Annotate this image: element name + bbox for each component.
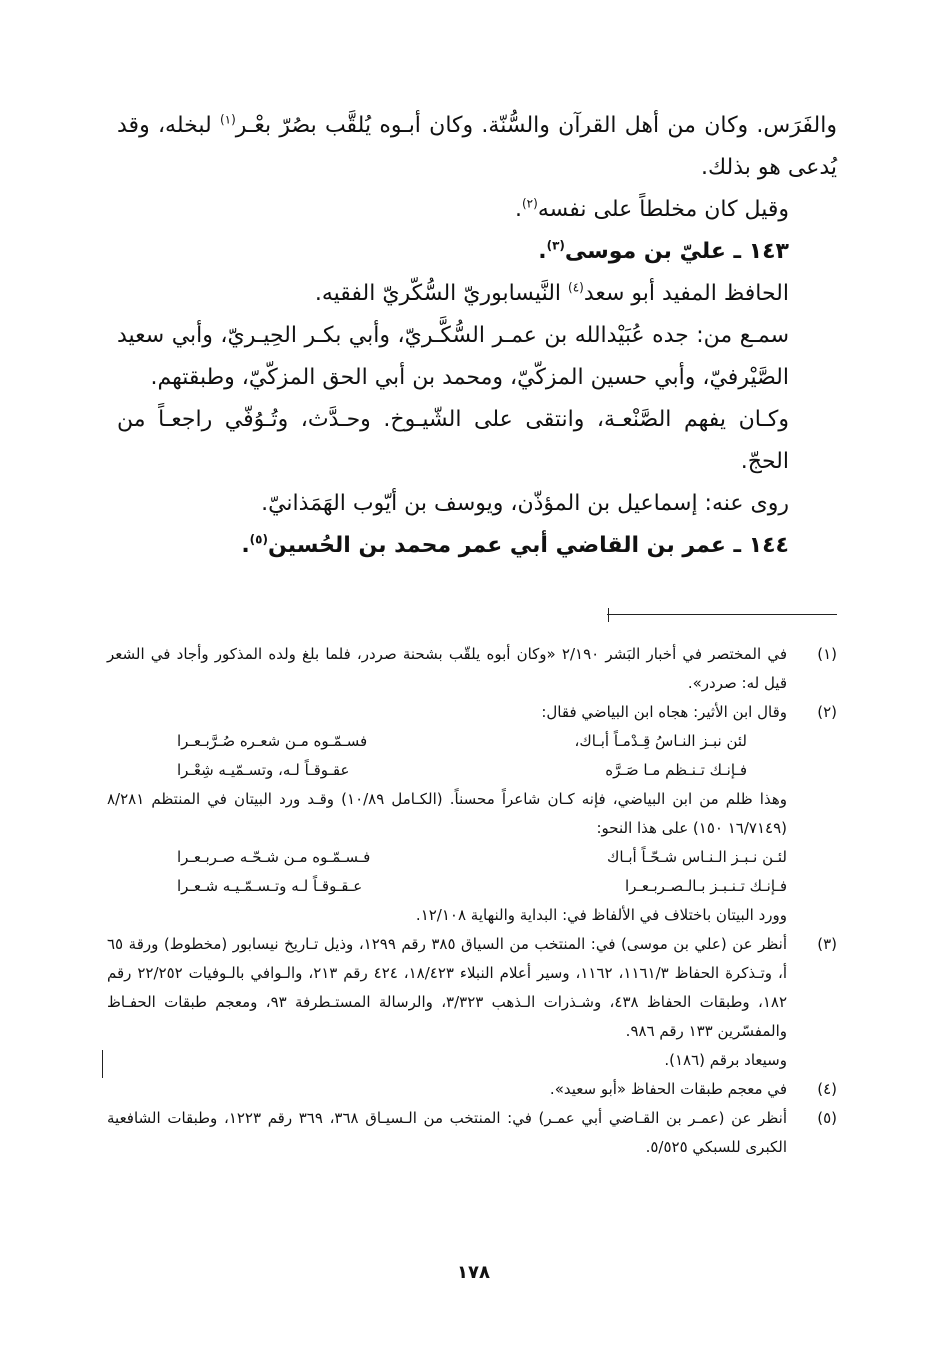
footnote-number: (٣) bbox=[817, 935, 837, 953]
footnote-ref-3[interactable]: (٣) bbox=[546, 238, 565, 253]
footnotes bbox=[107, 640, 837, 1162]
paragraph-3: الحافظ المفيد أبو سعد$^{(٤)}$ النَّيسابوريّ السُّكّريّ الفقيه. bbox=[314, 280, 789, 306]
footnote-text: وورد البيتان باختلاف في الألفاظ في: البداية والنهاية ١٢/١٠٨. bbox=[415, 906, 787, 924]
verse-hemistich: فـإنـك تـنـبـز بـالـصـربـعـرا bbox=[625, 877, 787, 895]
verse-hemistich: لئن نبـز النـاسُ قِـدْمـاً أبـاك، bbox=[574, 732, 747, 750]
paragraph-1: والفَرَس. وكان من أهل القرآن والسُّنّة. وكان أبـوه يُلقَّب بصُرّ بعْـر$^{(١)}$ لبخله، وقد يُدعى هو بذلك. bbox=[117, 112, 837, 180]
paragraph-2: وقيل كان مخلطاً على نفسه$^{(٢)}$. bbox=[514, 196, 789, 222]
footnote-text: وقال ابن الأثير: هجاه ابن البياضي فقال: bbox=[541, 703, 787, 721]
footnote-number: (٤) bbox=[817, 1080, 837, 1098]
footnote-ref-2[interactable]: (٢) bbox=[521, 196, 538, 211]
footnote-ref-5[interactable]: (٥) bbox=[249, 532, 268, 547]
verse-hemistich: لئـن نـبـز الـنـاس شـحّـاً أبـاك bbox=[607, 848, 787, 866]
footnote-number: (١) bbox=[817, 645, 837, 663]
paragraph-4: سمـع من: جده عُبَيْدالله بن عمـر السُّكَّـريّ، وأبي بكـر الحِيـريّ، وأبي سعيد الصَّيْرفيّ، وأبي حسين المزكّيّ، ومحمد بن أبي الحق المزكّيّ، وطبقتهم. bbox=[117, 323, 789, 390]
verse-hemistich: فسـمّـوه مـن شعـره صُـرَّبـعـرا bbox=[177, 732, 368, 750]
footnote-text: أنظر عن (علي بن موسى) في: المنتخب من السياق ٣٨٥ رقم ١٢٩٩، وذيل تـاريخ نيسابور (مخطوط) ورقة ٦٥ أ، وتـذكرة الحفاظ ١١٦١/٣، ١١٦٢، وسير أعلام النبلاء ١٨/٤٢٣، ٤٢٤ رقم ٢١٣، والـوافي بالـوفيات ٢٢/٢٥٢ رقم ١٨٢، وطبقات الحفاظ ٤٣٨، وشـذرات الـذهب ٣/٣٢٣، والرسالة المستـطرفة ٩٣، ومعجم طبقات الحفـاظ والمفسّرين ١٣٣ رقم ٩٨٦. bbox=[107, 935, 788, 1040]
footnote-text: وسيعاد برقم (١٨٦). bbox=[664, 1051, 787, 1069]
entry-heading-144: ١٤٤ ـ عمر بن القاضي أبي عمر محمد بن الحُسين$^{(٥)}$. bbox=[241, 532, 789, 558]
verse-line bbox=[107, 756, 787, 785]
footnote-2 bbox=[107, 698, 837, 930]
footnote-text: في معجم طبقات الحفاظ «أبو سعيد». bbox=[549, 1080, 787, 1098]
footnote-number: (٢) bbox=[817, 703, 837, 721]
entry-heading-143: ١٤٣ ـ عليّ بن موسى$^{(٣)}$. bbox=[538, 238, 789, 264]
verse-hemistich: فـسـمّـوه مـن شـحّـه صـربـعـرا bbox=[177, 848, 371, 866]
paragraph-6: روى عنه: إسماعيل بن المؤذّن، ويوسف بن أيّوب الهَمَذانيّ. bbox=[261, 491, 789, 516]
page-number: ١٧٨ bbox=[457, 1262, 490, 1283]
margin-mark bbox=[102, 1050, 103, 1078]
footnote-number: (٥) bbox=[817, 1109, 837, 1127]
paragraph-5: وكـان يفهم الصَّنْعـة، وانتقى على الشّيـوخ. وحـدَّث، وتُـوُفّي راجعـاً من الحجّ. bbox=[117, 407, 789, 474]
footnote-ref-1[interactable]: (١) bbox=[219, 112, 236, 127]
footnote-4 bbox=[107, 1075, 837, 1104]
footnote-ref-4[interactable]: (٤) bbox=[568, 280, 584, 295]
verse-line bbox=[107, 843, 787, 872]
footnote-text: في المختصر في أخبار البَشر ٢/١٩٠ «وكان أبوه يلقّب بشحنة صردر، فلما بلغ ولده المذكور وأجاد في الشعر قيل له: صردر». bbox=[107, 645, 787, 692]
footnote-text: أنظر عن (عمـر بن القـاضي أبي عمـر) في: المنتخب من الـسيـاق ٣٦٨، ٣٦٩ رقم ١٢٢٣، وطبقات الشافعية الكبرى للسبكي ٥/٥٢٥. bbox=[107, 1109, 788, 1156]
footnote-text: وهذا ظلم من ابن البياضي، فإنه كـان شاعراً محسناً. (الكـامل ١٠/٨٩) وقـد ورد البيتان في المنتظم ٨/٢٨١ (١٦/٧١٤٩ ١٥٠) على هذا النحو: bbox=[107, 790, 787, 837]
footnote-separator-tick bbox=[608, 608, 609, 622]
footnote-separator bbox=[607, 614, 837, 615]
verse-line bbox=[107, 727, 787, 756]
footnote-3 bbox=[107, 930, 837, 1075]
main-text bbox=[117, 105, 837, 567]
verse-hemistich: عقـوقـاً لـه، وتسـمّيـه شِعْـرا bbox=[177, 761, 350, 779]
footnote-1 bbox=[107, 640, 837, 698]
footnote-5 bbox=[107, 1104, 837, 1162]
verse-hemistich: فـإنـك تـنـظم مـا صَـرَّه bbox=[605, 761, 747, 779]
verse-hemistich: عـقـوقـاً لـه وتـسـمّـيـه شـعـرا bbox=[177, 877, 363, 895]
verse-line bbox=[107, 872, 787, 901]
